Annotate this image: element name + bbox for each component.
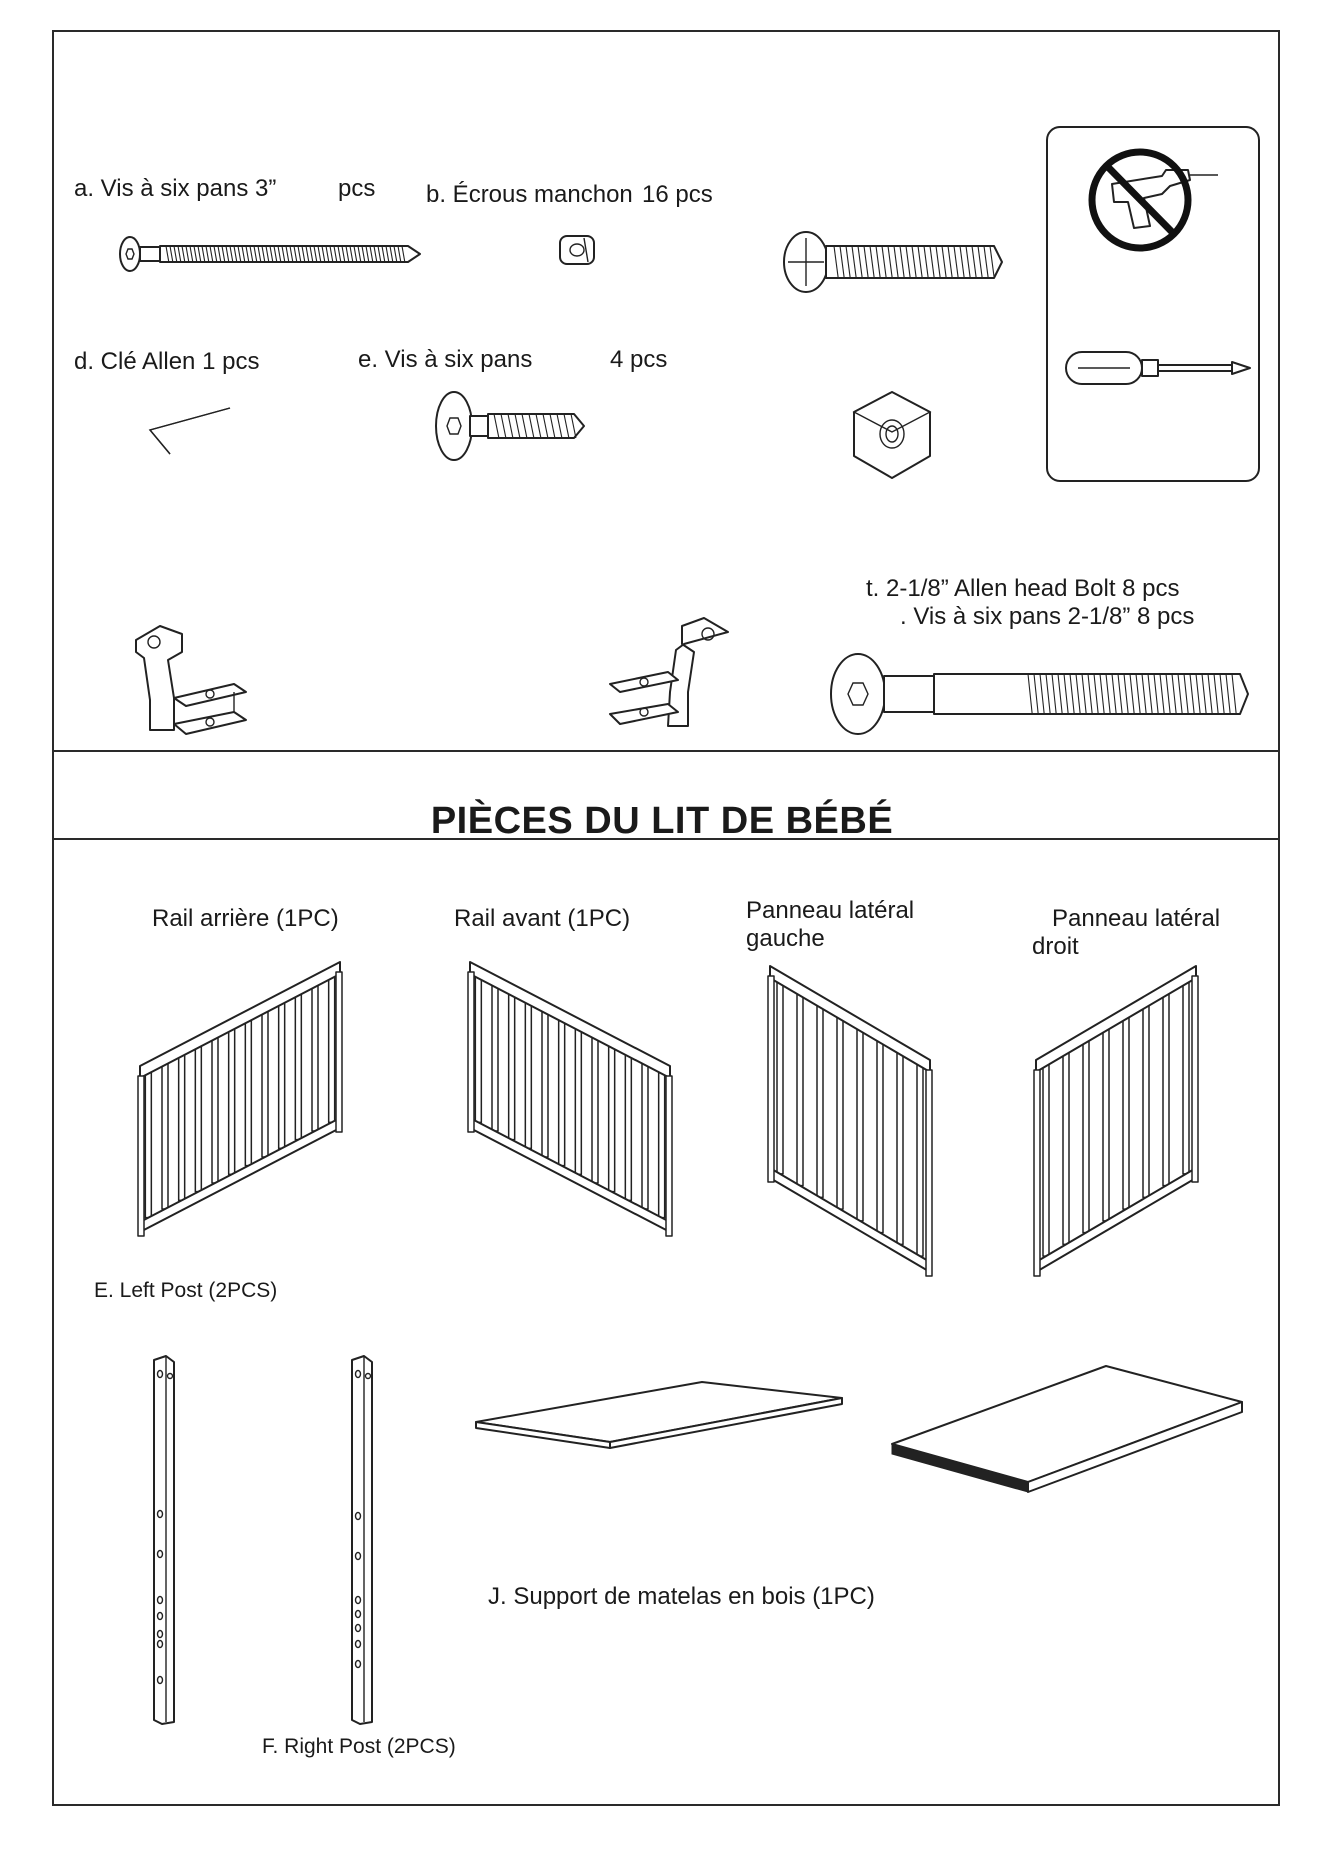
right-side-panel-label-2: droit: [1032, 933, 1079, 960]
allen-key-illustration: [140, 400, 236, 460]
right-side-panel-illustration: [1026, 950, 1206, 1270]
allen-screw-3in-illustration: [118, 234, 424, 276]
hardware-d-label: d. Clé Allen 1 pcs: [74, 348, 260, 375]
hardware-b-qty: 16 pcs: [642, 181, 713, 208]
back-rail-illustration: [130, 950, 350, 1230]
allen-bolt-2-1-8-illustration: [828, 650, 1252, 738]
hardware-a-qty: pcs: [338, 175, 376, 202]
left-side-panel-label-1: Panneau latéral: [746, 897, 915, 924]
allen-screw-short-illustration: [434, 386, 594, 466]
hex-nut-illustration: [850, 390, 934, 480]
hardware-a-label: a. Vis à six pans 3”: [74, 175, 277, 202]
section-divider-top: [52, 750, 1280, 752]
right-side-panel-label-1: Panneau latéral: [1052, 905, 1221, 932]
front-rail-label: Rail avant (1PC): [454, 905, 631, 932]
phillips-bolt-illustration: [780, 228, 1010, 296]
screwdriver-icon: [1064, 346, 1254, 390]
mattress-support-board-thin-illustration: [470, 1374, 850, 1474]
hardware-t-label-fr: . Vis à six pans 2-1/8” 8 pcs: [900, 603, 1195, 630]
left-side-panel-illustration: [760, 950, 940, 1270]
mattress-support-label: J. Support de matelas en bois (1PC): [488, 1583, 875, 1610]
right-post-illustration: [346, 1354, 386, 1726]
left-side-panel-label-2: gauche: [746, 925, 825, 952]
mounting-bracket-right-illustration: [604, 612, 734, 736]
left-post-illustration: [148, 1354, 188, 1726]
back-rail-label: Rail arrière (1PC): [152, 905, 339, 932]
hardware-e-qty: 4 pcs: [610, 346, 668, 373]
right-post-label: F. Right Post (2PCS): [262, 1735, 456, 1758]
no-power-drill-icon: [1080, 150, 1230, 260]
crib-parts-title: PIÈCES DU LIT DE BÉBÉ: [430, 800, 894, 842]
front-rail-illustration: [460, 950, 680, 1230]
barrel-nut-illustration: [558, 232, 598, 268]
hardware-t-label-en: t. 2-1/8” Allen head Bolt 8 pcs: [866, 575, 1180, 602]
hardware-e-label: e. Vis à six pans: [358, 346, 533, 373]
hardware-b-label: b. Écrous manchon: [426, 181, 633, 208]
left-post-label: E. Left Post (2PCS): [94, 1279, 278, 1302]
mounting-bracket-left-illustration: [130, 620, 260, 740]
mattress-support-board-thick-illustration: [884, 1360, 1250, 1504]
